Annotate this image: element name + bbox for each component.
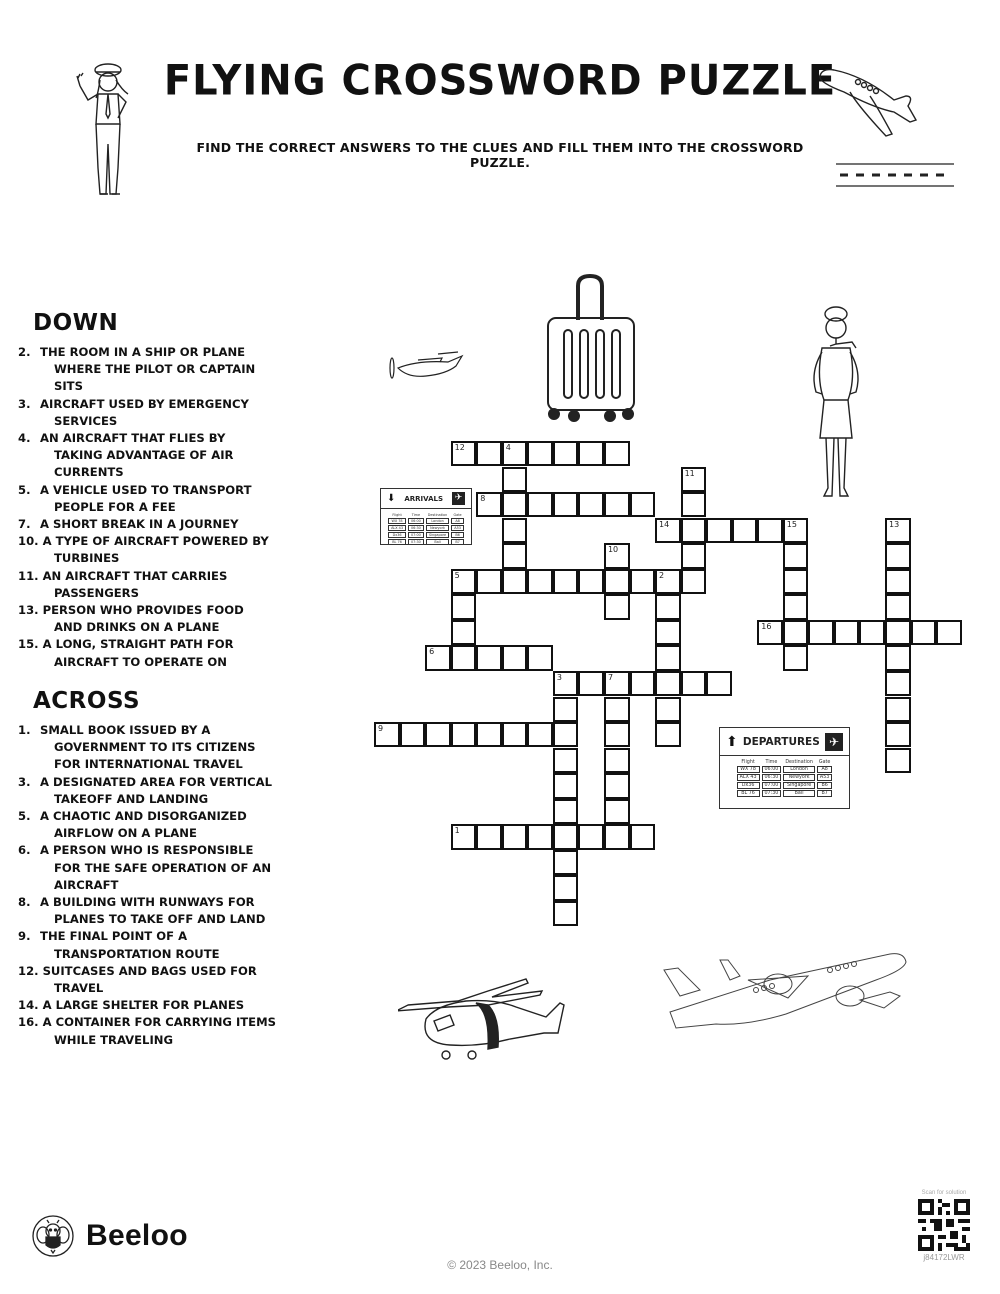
crossword-cell[interactable] [681, 518, 707, 543]
across-clue: 6. A PERSON WHO IS RESPONSIBLE FOR THE SAFE OPERATION OF AN AIRCRAFT [18, 843, 272, 892]
board-row [737, 774, 833, 781]
crossword-cell[interactable] [885, 671, 911, 696]
cell-number: 2 [659, 570, 665, 580]
qr-code-id: j84172LWR [923, 1253, 965, 1262]
crossword-cell[interactable] [502, 645, 528, 670]
crossword-cell[interactable] [885, 697, 911, 722]
clue-text: A SHORT BREAK IN A JOURNEY [36, 517, 239, 532]
qr-code-icon [918, 1199, 970, 1251]
board-cell: Bali [426, 539, 449, 545]
down-clue [18, 602, 276, 636]
board-column-header: Destination [427, 513, 448, 517]
board-row [388, 518, 464, 524]
crossword-cell[interactable] [451, 569, 477, 594]
board-cell: Bali [783, 790, 815, 797]
crossword-cell[interactable] [655, 594, 681, 619]
crossword-cell[interactable] [502, 824, 528, 849]
board-cell: WX 78 [737, 766, 760, 773]
crossword-cell[interactable] [502, 518, 528, 543]
arrivals-title: ARRIVALS [404, 494, 444, 503]
board-cell: Singapore [426, 532, 449, 538]
crossword-cell[interactable] [630, 671, 656, 696]
crossword-cell[interactable] [604, 492, 630, 517]
board-cell: 06:30 [408, 525, 424, 531]
crossword-cell[interactable] [553, 748, 579, 773]
crossword-cell[interactable] [425, 645, 451, 670]
departures-title: DEPARTURES [742, 735, 820, 748]
board-cell: 07:30 [762, 790, 782, 797]
crossword-cell[interactable] [527, 441, 553, 466]
crossword-cell[interactable] [936, 620, 962, 645]
crossword-cell[interactable] [604, 748, 630, 773]
crossword-cell[interactable] [502, 441, 528, 466]
clue-number: 15. [18, 637, 39, 652]
arrival-arrow-icon: ⬇ [387, 493, 396, 504]
crossword-cell[interactable] [527, 824, 553, 849]
board-column-header: Destination [785, 760, 813, 765]
cell-number: 3 [556, 672, 562, 682]
board-row [388, 539, 464, 545]
crossword-cell[interactable] [732, 518, 758, 543]
across-clue [18, 963, 276, 997]
board-cell: Newyork [426, 525, 449, 531]
board-cell: A8 [451, 518, 464, 524]
crossword-cell[interactable] [476, 645, 502, 670]
board-cell: Dx36 [388, 532, 406, 538]
crossword-cell[interactable] [783, 543, 809, 568]
crossword-cell[interactable] [502, 722, 528, 747]
across-heading: ACROSS [33, 688, 141, 714]
cell-number: 8 [480, 494, 486, 504]
crossword-cell[interactable] [553, 697, 579, 722]
crossword-cell[interactable] [502, 492, 528, 517]
crossword-cell[interactable] [553, 824, 579, 849]
crossword-cell[interactable] [578, 492, 604, 517]
crossword-cell[interactable] [706, 518, 732, 543]
crossword-cell[interactable] [885, 722, 911, 747]
board-cell: Newyork [783, 774, 815, 781]
board-cell: 06:00 [408, 518, 424, 524]
crossword-cell[interactable] [578, 671, 604, 696]
crossword-cell[interactable] [681, 569, 707, 594]
across-clue [18, 1014, 276, 1048]
down-clue: 3. AIRCRAFT USED BY EMERGENCY SERVICES [18, 396, 249, 428]
crossword-cell[interactable] [527, 722, 553, 747]
clue-number: 14. [18, 998, 39, 1013]
crossword-cell[interactable] [604, 697, 630, 722]
crossword-cell[interactable] [911, 620, 937, 645]
arrivals-board [380, 488, 472, 545]
suitcase-illustration [540, 270, 640, 425]
board-row [737, 782, 833, 789]
plane-landing-icon: ✈ [452, 492, 465, 505]
board-column-header: Time [411, 513, 421, 517]
crossword-cell[interactable] [553, 569, 579, 594]
board-cell: B7 [451, 539, 464, 545]
crossword-cell[interactable] [655, 518, 681, 543]
crossword-cell[interactable] [578, 441, 604, 466]
crossword-cell[interactable] [451, 824, 477, 849]
crossword-cell[interactable] [604, 441, 630, 466]
crossword-cell[interactable] [885, 748, 911, 773]
board-cell: A8 [817, 766, 833, 773]
down-clue: 2. THE ROOM IN A SHIP OR PLANE WHERE THE PILOT OR CAPTAIN SITS [18, 345, 256, 394]
clue-text: A PERSON WHO IS RESPONSIBLE FOR THE SAFE OPERATION OF AN AIRCRAFT [36, 843, 272, 892]
crossword-cell[interactable] [630, 492, 656, 517]
cell-number: 11 [684, 468, 695, 478]
cell-number: 15 [786, 519, 797, 529]
cell-number: 13 [889, 519, 900, 529]
down-clue-list [18, 344, 276, 671]
crossword-cell[interactable] [757, 518, 783, 543]
clue-text: PERSON WHO PROVIDES FOOD AND DRINKS ON A PLANE [38, 603, 244, 635]
beeloo-logo [32, 1215, 188, 1257]
crossword-cell[interactable] [630, 824, 656, 849]
plane-takeoff-icon: ✈ [825, 733, 843, 751]
crossword-cell[interactable] [885, 543, 911, 568]
crossword-cell[interactable] [553, 773, 579, 798]
crossword-cell[interactable] [425, 722, 451, 747]
clue-number: 11. [18, 568, 39, 583]
board-cell: A53 [451, 525, 464, 531]
down-clue: 7. A SHORT BREAK IN A JOURNEY [18, 517, 239, 532]
board-cell: B7 [817, 790, 833, 797]
cell-number: 16 [761, 621, 772, 631]
flight-attendant-illustration [800, 300, 870, 505]
crossword-cell[interactable] [783, 569, 809, 594]
board-row [388, 532, 464, 538]
down-clue [18, 533, 276, 567]
board-cell: 07:00 [762, 782, 782, 789]
crossword-cell[interactable] [553, 722, 579, 747]
clue-number: 12. [18, 963, 39, 978]
crossword-cell[interactable] [655, 645, 681, 670]
down-clue [18, 568, 276, 602]
crossword-cell[interactable] [885, 569, 911, 594]
clue-text: AN AIRCRAFT THAT CARRIES PASSENGERS [38, 568, 228, 600]
instructions: FIND THE CORRECT ANSWERS TO THE CLUES AND FILL THEM INTO THE CROSSWORD PUZZLE. [196, 140, 804, 170]
across-clue: 9. THE FINAL POINT OF A TRANSPORTATION ROUTE [18, 929, 220, 961]
crossword-cell[interactable] [808, 620, 834, 645]
cell-number: 1 [454, 826, 460, 836]
board-cell: A53 [817, 774, 833, 781]
plane-runway-illustration [810, 62, 960, 192]
board-cell: Dx36 [737, 782, 760, 789]
board-cell: 06:30 [762, 774, 782, 781]
cell-number: 7 [607, 672, 614, 682]
crossword-cell[interactable] [502, 467, 528, 492]
crossword-cell[interactable] [706, 671, 732, 696]
crossword-cell[interactable] [757, 620, 783, 645]
across-clue: 1. SMALL BOOK ISSUED BY A GOVERNMENT TO ITS CITIZENS FOR INTERNATIONAL TRAVEL [18, 723, 256, 772]
board-column-header: Time [765, 760, 778, 765]
board-cell: 07:00 [408, 532, 424, 538]
cell-number: 6 [429, 647, 435, 657]
across-clue: 5. A CHAOTIC AND DISORGANIZED AIRFLOW ON A PLANE [18, 809, 247, 841]
board-row [737, 790, 833, 797]
crossword-cell[interactable] [604, 594, 630, 619]
across-clue: 8. A BUILDING WITH RUNWAYS FOR PLANES TO TAKE OFF AND LAND [18, 895, 266, 927]
crossword-cell[interactable] [527, 492, 553, 517]
crossword-cell[interactable] [476, 441, 502, 466]
crossword-cell[interactable] [527, 569, 553, 594]
crossword-cell[interactable] [578, 824, 604, 849]
cell-number: 5 [454, 570, 460, 580]
page-title: FLYING CROSSWORD PUZZLE [163, 56, 837, 106]
clue-text: A VEHICLE USED TO TRANSPORT PEOPLE FOR A FEE [36, 482, 252, 514]
small-plane-illustration [378, 350, 473, 382]
crossword-cell[interactable] [476, 569, 502, 594]
across-clue-list [18, 722, 276, 1049]
down-clue [18, 636, 276, 670]
clue-text: SMALL BOOK ISSUED BY A GOVERNMENT TO ITS CITIZENS FOR INTERNATIONAL TRAVEL [36, 723, 256, 772]
board-cell: B6 [451, 532, 464, 538]
down-heading: DOWN [33, 310, 119, 336]
copyright: © 2023 Beeloo, Inc. [447, 1258, 553, 1272]
crossword-cell[interactable] [502, 543, 528, 568]
board-cell: ALX 43 [388, 525, 406, 531]
board-cell: 07:30 [408, 539, 424, 545]
crossword-cell[interactable] [885, 620, 911, 645]
crossword-cell[interactable] [885, 518, 911, 543]
crossword-cell[interactable] [553, 901, 579, 926]
crossword-cell[interactable] [604, 824, 630, 849]
down-clue: 5. A VEHICLE USED TO TRANSPORT PEOPLE FOR A FEE [18, 482, 252, 514]
crossword-cell[interactable] [476, 492, 502, 517]
down-clue: 4. AN AIRCRAFT THAT FLIES BY TAKING ADVANTAGE OF AIR CURRENTS [18, 431, 234, 480]
crossword-cell[interactable] [604, 773, 630, 798]
crossword-cell[interactable] [681, 467, 707, 492]
clue-text: AIRCRAFT USED BY EMERGENCY SERVICES [36, 396, 249, 428]
pilot-illustration [72, 58, 142, 203]
clue-text: THE FINAL POINT OF A TRANSPORTATION ROUTE [36, 929, 220, 961]
crossword-cell[interactable] [451, 441, 477, 466]
bee-icon [32, 1215, 74, 1257]
clue-text: THE ROOM IN A SHIP OR PLANE WHERE THE PILOT OR CAPTAIN SITS [36, 345, 256, 394]
cell-number: 14 [659, 519, 670, 529]
crossword-cell[interactable] [604, 722, 630, 747]
cell-number: 9 [378, 724, 384, 734]
crossword-cell[interactable] [783, 518, 809, 543]
cell-number: 12 [454, 443, 465, 452]
qr-caption: Scan for solution [921, 1190, 967, 1196]
crossword-cell[interactable] [451, 645, 477, 670]
board-cell: Singapore [783, 782, 815, 789]
clue-text: A CHAOTIC AND DISORGANIZED AIRFLOW ON A PLANE [36, 809, 247, 841]
board-cell: ALX 43 [737, 774, 760, 781]
clue-text: A LONG, STRAIGHT PATH FOR AIRCRAFT TO OPERATE ON [38, 637, 234, 669]
crossword-cell[interactable] [783, 620, 809, 645]
crossword-cell[interactable] [859, 620, 885, 645]
crossword-cell[interactable] [374, 722, 400, 747]
crossword-cell[interactable] [630, 569, 656, 594]
crossword-cell[interactable] [655, 671, 681, 696]
crossword-cell[interactable] [604, 543, 630, 568]
across-clue: 3. A DESIGNATED AREA FOR VERTICAL TAKEOFF AND LANDING [18, 774, 272, 806]
board-row [737, 766, 833, 773]
crossword-cell[interactable] [655, 620, 681, 645]
board-column-header: Flight [741, 760, 755, 765]
crossword-cell[interactable] [527, 645, 553, 670]
board-cell: BL 76 [388, 539, 406, 545]
departures-board [719, 727, 850, 809]
board-cell: BL 76 [737, 790, 760, 797]
cell-number: 4 [505, 443, 511, 452]
crossword-cell[interactable] [476, 722, 502, 747]
crossword-cell[interactable] [553, 671, 579, 696]
clue-number: 13. [18, 603, 39, 618]
clue-text: A TYPE OF AIRCRAFT POWERED BY TURBINES [38, 534, 269, 566]
crossword-cell[interactable] [655, 697, 681, 722]
clue-number: 10. [18, 534, 39, 549]
crossword-cell[interactable] [553, 850, 579, 875]
crossword-cell[interactable] [885, 594, 911, 619]
crossword-cell[interactable] [502, 569, 528, 594]
crossword-cell[interactable] [400, 722, 426, 747]
crossword-cell[interactable] [655, 722, 681, 747]
helicopter-illustration [398, 975, 583, 1065]
crossword-cell[interactable] [834, 620, 860, 645]
crossword-cell[interactable] [885, 645, 911, 670]
crossword-cell[interactable] [476, 824, 502, 849]
board-cell: B6 [817, 782, 833, 789]
departure-arrow-icon: ⬆ [726, 733, 738, 750]
crossword-cell[interactable] [451, 594, 477, 619]
crossword-cell[interactable] [681, 492, 707, 517]
clue-text: A CONTAINER FOR CARRYING ITEMS WHILE TRAVELING [38, 1015, 276, 1047]
brand-name: Beeloo [86, 1219, 188, 1252]
crossword-cell[interactable] [681, 543, 707, 568]
crossword-cell[interactable] [553, 799, 579, 824]
clue-text: SUITCASES AND BAGS USED FOR TRAVEL [38, 963, 257, 996]
crossword-cell[interactable] [604, 799, 630, 824]
crossword-cell[interactable] [553, 492, 579, 517]
crossword-cell[interactable] [783, 594, 809, 619]
solution-qr[interactable] [912, 1190, 976, 1262]
crossword-cell[interactable] [451, 620, 477, 645]
board-cell: London [426, 518, 449, 524]
clue-text: A LARGE SHELTER FOR PLANES [38, 998, 245, 1013]
clue-number: 16. [18, 1015, 39, 1030]
cell-number: 10 [607, 545, 619, 555]
crossword-cell[interactable] [604, 671, 630, 696]
across-clue [18, 997, 276, 1014]
clue-text: A BUILDING WITH RUNWAYS FOR PLANES TO TAKE OFF AND LAND [36, 895, 266, 927]
crossword-cell[interactable] [553, 441, 579, 466]
jet-illustration [660, 950, 930, 1030]
board-row [388, 525, 464, 531]
crossword-cell[interactable] [553, 875, 579, 900]
crossword-cell[interactable] [578, 569, 604, 594]
board-cell: 06:00 [762, 766, 782, 773]
board-column-header: Gate [818, 760, 831, 765]
board-cell: London [783, 766, 815, 773]
clue-text: A DESIGNATED AREA FOR VERTICAL TAKEOFF AND LANDING [36, 774, 272, 806]
crossword-cell[interactable] [604, 569, 630, 594]
crossword-cell[interactable] [783, 645, 809, 670]
crossword-cell[interactable] [655, 569, 681, 594]
board-column-header: Flight [392, 513, 402, 517]
clue-text: AN AIRCRAFT THAT FLIES BY TAKING ADVANTAGE OF AIR CURRENTS [36, 431, 234, 480]
board-column-header: Gate [453, 513, 462, 517]
crossword-cell[interactable] [451, 722, 477, 747]
board-cell: WX 78 [388, 518, 406, 524]
crossword-cell[interactable] [681, 671, 707, 696]
